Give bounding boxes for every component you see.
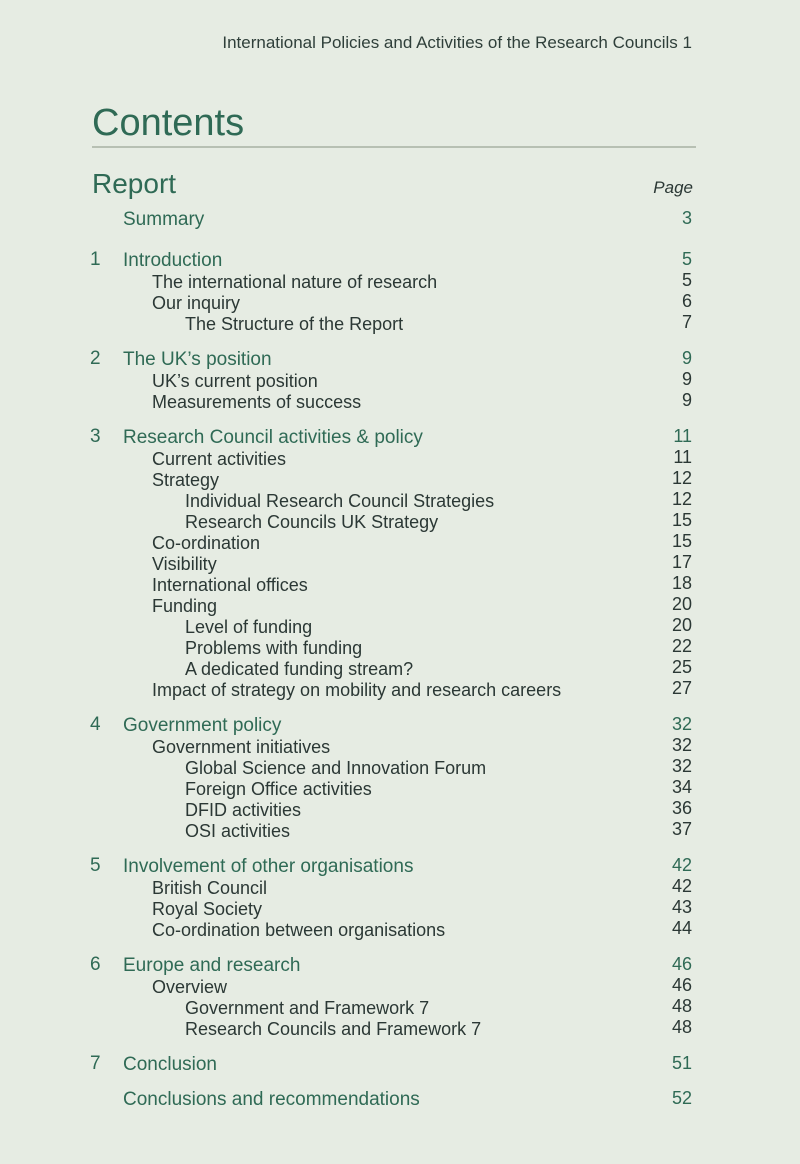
- toc-entry-page: 9: [681, 369, 692, 389]
- toc-entry-label: Global Science and Innovation Forum: [185, 758, 487, 778]
- toc-entry-page: 52: [671, 1088, 692, 1108]
- toc-entry-page: 9: [681, 390, 692, 410]
- toc-entry-label: Impact of strategy on mobility and research careers: [152, 680, 562, 700]
- toc-entry-label: Individual Research Council Strategies: [185, 491, 495, 511]
- toc-entry[interactable]: [0, 1088, 800, 1114]
- toc-entry-number: 5: [90, 855, 101, 876]
- toc-entry-label: Conclusions and recommendations: [123, 1089, 420, 1110]
- toc-entry-page: 48: [671, 1017, 692, 1037]
- toc-entry-label: OSI activities: [185, 821, 291, 841]
- toc-entry-label: Co-ordination between organisations: [152, 920, 446, 940]
- toc-entry-label: Royal Society: [152, 899, 263, 919]
- toc-entry-page: 12: [671, 489, 692, 509]
- toc-entry-page: 25: [671, 657, 692, 677]
- toc-entry[interactable]: [0, 208, 800, 234]
- toc-entry[interactable]: [0, 678, 800, 704]
- toc-entry[interactable]: [0, 819, 800, 845]
- toc-entry-label: UK’s current position: [152, 371, 318, 391]
- toc-entry-label: DFID activities: [185, 800, 302, 820]
- toc-entry-page: 42: [671, 876, 692, 896]
- toc-entry-label: Foreign Office activities: [185, 779, 372, 799]
- toc-entry-label: Co-ordination: [152, 533, 261, 553]
- toc-entry-label: The international nature of research: [152, 272, 438, 292]
- toc-entry[interactable]: [0, 1053, 800, 1079]
- toc-entry-page: 9: [681, 348, 692, 368]
- toc-entry-page: 11: [673, 426, 692, 446]
- toc-entry-page: 12: [671, 468, 692, 488]
- toc-entry-page: 7: [681, 312, 692, 332]
- toc-entry-label: Introduction: [123, 250, 223, 271]
- toc-entry-page: 36: [671, 798, 692, 818]
- toc-entry-page: 18: [671, 573, 692, 593]
- toc-entry-page: 20: [671, 615, 692, 635]
- toc-entry-label: Research Councils UK Strategy: [185, 512, 439, 532]
- toc-entry-label: Overview: [152, 977, 228, 997]
- toc-entry-page: 48: [671, 996, 692, 1016]
- running-head: International Policies and Activities of the Research Councils 1: [222, 33, 692, 52]
- toc-entry-page: 15: [671, 510, 692, 530]
- toc-entry-number: 2: [90, 348, 101, 369]
- page-column-heading: Page: [653, 178, 693, 197]
- toc-entry-page: 27: [671, 678, 692, 698]
- toc-entry-label: The UK’s position: [123, 349, 272, 370]
- toc-entry-page: 46: [671, 975, 692, 995]
- page-title: Contents: [92, 102, 245, 144]
- toc-entry-label: Funding: [152, 596, 218, 616]
- toc-entry-page: 37: [671, 819, 692, 839]
- toc-entry[interactable]: [0, 390, 800, 416]
- toc-entry-label: Measurements of success: [152, 392, 362, 412]
- toc-entry-label: Involvement of other organisations: [123, 856, 414, 877]
- toc-entry-page: 15: [671, 531, 692, 551]
- toc-entry-number: 6: [90, 954, 101, 975]
- toc-entry-label: Level of funding: [185, 617, 313, 637]
- toc-entry-label: Government and Framework 7: [185, 998, 430, 1018]
- toc-entry-page: 5: [681, 270, 692, 290]
- toc-entry-page: 44: [671, 918, 692, 938]
- toc-entry-page: 46: [671, 954, 692, 974]
- toc-entry-number: 3: [90, 426, 101, 447]
- toc-entry-page: 5: [681, 249, 692, 269]
- toc-entry-label: Conclusion: [123, 1054, 217, 1075]
- toc-entry-label: Government initiatives: [152, 737, 331, 757]
- toc-entry-label: British Council: [152, 878, 268, 898]
- section-heading: Report: [92, 168, 177, 199]
- toc-entry-label: Research Councils and Framework 7: [185, 1019, 482, 1039]
- toc-entry-page: 6: [681, 291, 692, 311]
- toc-entry-page: 43: [671, 897, 692, 917]
- title-divider: [92, 146, 696, 148]
- toc-entry-label: Current activities: [152, 449, 287, 469]
- toc-entry-number: 7: [90, 1053, 101, 1074]
- toc-entry-label: A dedicated funding stream?: [185, 659, 414, 679]
- toc-entry[interactable]: [0, 1017, 800, 1043]
- toc-entry-label: Summary: [123, 209, 205, 230]
- toc-entry-label: International offices: [152, 575, 308, 595]
- toc-entry-label: Strategy: [152, 470, 220, 490]
- toc-entry-label: Problems with funding: [185, 638, 363, 658]
- toc-entry-page: 32: [671, 735, 692, 755]
- toc-entry-label: Government policy: [123, 715, 282, 736]
- toc-entry-page: 34: [671, 777, 692, 797]
- toc-entry-number: 4: [90, 714, 101, 735]
- toc-entry-label: Europe and research: [123, 955, 301, 976]
- toc-entry-label: The Structure of the Report: [185, 314, 404, 334]
- toc-entry[interactable]: [0, 312, 800, 338]
- toc-entry-label: Visibility: [152, 554, 217, 574]
- toc-entry-page: 17: [671, 552, 692, 572]
- toc-entry-page: 22: [671, 636, 692, 656]
- toc-entry-page: 42: [671, 855, 692, 875]
- toc-entry-page: 20: [671, 594, 692, 614]
- toc-entry-page: 3: [681, 208, 692, 228]
- toc-entry-page: 32: [671, 756, 692, 776]
- toc-entry-label: Research Council activities & policy: [123, 427, 423, 448]
- toc-entry-page: 32: [671, 714, 692, 734]
- toc-entry-page: 51: [671, 1053, 692, 1073]
- toc-entry[interactable]: [0, 918, 800, 944]
- toc-entry-label: Our inquiry: [152, 293, 241, 313]
- toc-entry-page: 11: [673, 447, 692, 467]
- toc-entry-number: 1: [90, 249, 101, 270]
